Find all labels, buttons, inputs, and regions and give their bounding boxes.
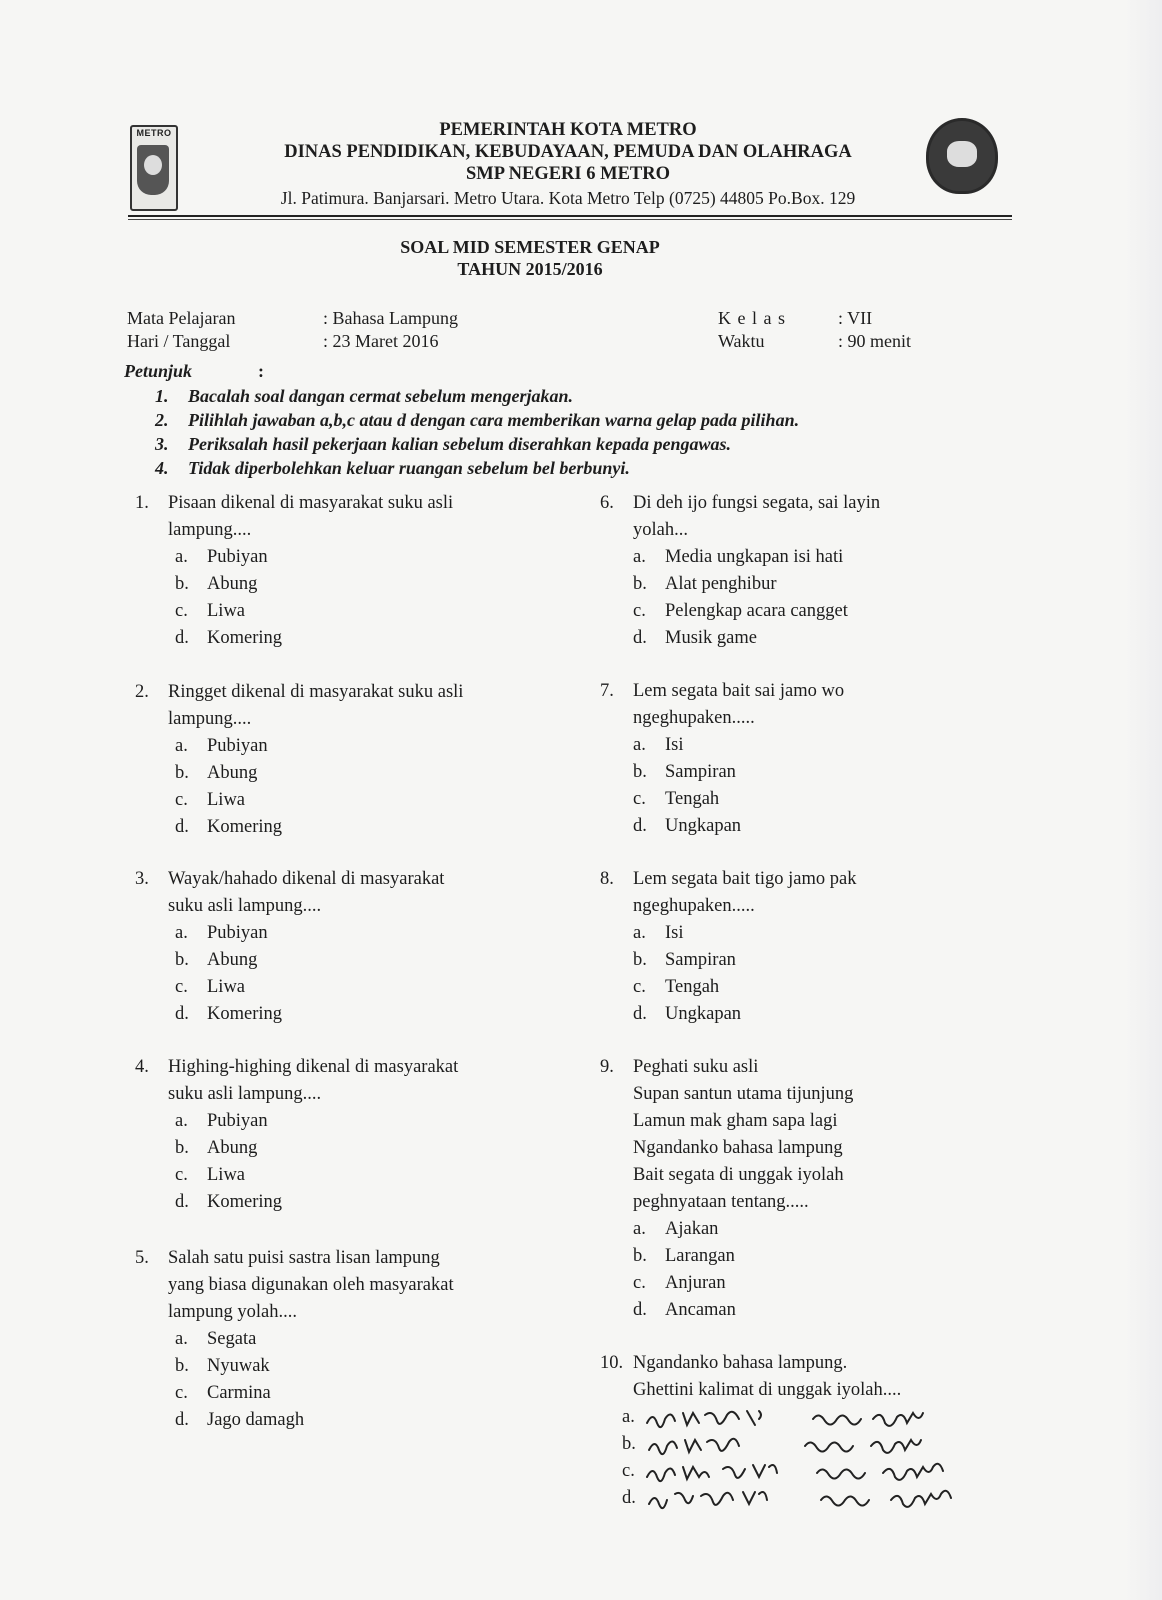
option[interactable]: a. Isi — [633, 735, 684, 755]
option[interactable]: c. Tengah — [633, 977, 720, 997]
option[interactable]: b. Alat penghibur — [633, 574, 777, 594]
letterhead-address: Jl. Patimura. Banjarsari. Metro Utara. Kota Metro Telp (0725) 44805 Po.Box. 129 — [280, 188, 856, 208]
option[interactable]: a. Ajakan — [633, 1219, 719, 1239]
lampung-script-answer-d — [645, 1486, 985, 1512]
page-edge — [1124, 0, 1162, 1600]
instruction-item: 4. Tidak diperbolehkan keluar ruangan sebelum bel berbunyi. — [155, 458, 630, 478]
question-1: 1. Pisaan dikenal di masyarakat suku asli lampung.... a. Pubiyan b. Abung c. Liwa d. Komering — [135, 490, 453, 652]
instruction-item: 3. Periksalah hasil pekerjaan kalian sebelum diserahkan kepada pengawas. — [155, 434, 732, 454]
option[interactable]: a. Pubiyan — [175, 923, 268, 943]
option[interactable]: d. Komering — [175, 1004, 283, 1024]
date-label: Hari / Tanggal — [127, 331, 231, 351]
option[interactable]: a. Pubiyan — [175, 547, 268, 567]
exam-title: SOAL MID SEMESTER GENAP — [400, 237, 660, 257]
instruction-item: 2. Pilihlah jawaban a,b,c atau d dengan cara memberikan warna gelap pada pilihan. — [155, 410, 800, 430]
option[interactable]: c. Liwa — [175, 790, 246, 810]
letterhead — [128, 118, 1012, 222]
option[interactable]: b. Abung — [175, 574, 258, 594]
option[interactable]: b. — [622, 1431, 985, 1458]
option[interactable]: c. Liwa — [175, 1165, 246, 1185]
instructions-colon: : — [258, 361, 264, 381]
letterhead-line-2: DINAS PENDIDIKAN, KEBUDAYAAN, PEMUDA DAN OLAHRAGA — [284, 142, 852, 162]
option[interactable]: a. Isi — [633, 923, 684, 943]
class-value: : VII — [838, 308, 873, 328]
date-value: : 23 Maret 2016 — [323, 331, 439, 351]
option[interactable]: d. Jago damagh — [175, 1410, 305, 1430]
question-10: 10. Ngandanko bahasa lampung. Ghettini kalimat di unggak iyolah.... a. b. c. d. — [600, 1350, 985, 1512]
option[interactable]: c. Liwa — [175, 977, 246, 997]
letterhead-line-3: SMP NEGERI 6 METRO — [465, 164, 671, 184]
metro-city-logo: METRO — [130, 125, 178, 211]
option[interactable]: d. Komering — [175, 1192, 283, 1212]
option[interactable]: c. — [622, 1458, 985, 1485]
option[interactable]: d. Ancaman — [633, 1300, 736, 1320]
letterhead-line-1: PEMERINTAH KOTA METRO — [439, 120, 697, 140]
option[interactable]: c. Pelengkap acara cangget — [633, 601, 848, 621]
option[interactable]: d. Komering — [175, 628, 283, 648]
question-7: 7. Lem segata bait sai jamo wo ngeghupaken..... a. Isi b. Sampiran c. Tengah d. Ungkapan — [600, 678, 844, 840]
option[interactable]: c. Anjuran — [633, 1273, 726, 1293]
option[interactable]: b. Sampiran — [633, 762, 736, 782]
class-label: K e l a s — [718, 308, 786, 328]
time-value: : 90 menit — [838, 331, 911, 351]
option[interactable]: c. Carmina — [175, 1383, 271, 1403]
question-4: 4. Highing-highing dikenal di masyarakat suku asli lampung.... a. Pubiyan b. Abung c. Liwa d. Komering — [135, 1054, 458, 1216]
option[interactable]: a. Segata — [175, 1329, 257, 1349]
question-8: 8. Lem segata bait tigo jamo pak ngeghupaken..... a. Isi b. Sampiran c. Tengah d. Ungkapan — [600, 866, 856, 1028]
option[interactable]: d. Ungkapan — [633, 1004, 742, 1024]
option[interactable]: b. Nyuwak — [175, 1356, 270, 1376]
instructions-label: Petunjuk — [124, 361, 193, 381]
option[interactable]: c. Liwa — [175, 601, 246, 621]
instruction-item: 1. Bacalah soal dangan cermat sebelum mengerjakan. — [155, 386, 574, 406]
option[interactable]: a. — [622, 1404, 985, 1431]
subject-value: : Bahasa Lampung — [323, 308, 458, 328]
lampung-script-answer-a — [643, 1405, 963, 1431]
option[interactable]: a. Pubiyan — [175, 1111, 268, 1131]
option[interactable]: d. — [622, 1485, 985, 1512]
option[interactable]: b. Abung — [175, 763, 258, 783]
option[interactable]: b. Larangan — [633, 1246, 735, 1266]
option[interactable]: d. Komering — [175, 817, 283, 837]
question-9: 9. Peghati suku asli Supan santun utama tijunjung Lamun mak gham sapa lagi Ngandanko bahasa lampung Bait segata di unggak iyolah peghnyataan tentang..... a. Ajakan b. Larangan c. Anjuran d. Ancaman — [600, 1054, 853, 1324]
option[interactable]: a. Pubiyan — [175, 736, 268, 756]
lampung-script-answer-b — [645, 1432, 965, 1458]
school-emblem-logo — [926, 118, 998, 194]
question-3: 3. Wayak/hahado dikenal di masyarakat suku asli lampung.... a. Pubiyan b. Abung c. Liwa d. Komering — [135, 866, 444, 1028]
option[interactable]: d. Ungkapan — [633, 816, 742, 836]
option[interactable]: b. Abung — [175, 950, 258, 970]
lampung-script-answer-c — [643, 1459, 983, 1485]
exam-year: TAHUN 2015/2016 — [457, 259, 603, 279]
option[interactable]: c. Tengah — [633, 789, 720, 809]
subject-label: Mata Pelajaran — [127, 308, 236, 328]
question-6: 6. Di deh ijo fungsi segata, sai layin yolah... a. Media ungkapan isi hati b. Alat penghibur c. Pelengkap acara cangget d. Musik game — [600, 490, 880, 652]
question-5: 5. Salah satu puisi sastra lisan lampung yang biasa digunakan oleh masyarakat lampung yolah.... a. Segata b. Nyuwak c. Carmina d. Jago damagh — [135, 1245, 454, 1434]
header-rule-thin — [128, 219, 1012, 220]
header-rule — [128, 215, 1012, 217]
option[interactable]: d. Musik game — [633, 628, 757, 648]
question-2: 2. Ringget dikenal di masyarakat suku asli lampung.... a. Pubiyan b. Abung c. Liwa d. Komering — [135, 679, 463, 841]
option[interactable]: b. Abung — [175, 1138, 258, 1158]
option[interactable]: a. Media ungkapan isi hati — [633, 547, 844, 567]
time-label: Waktu — [718, 331, 765, 351]
option[interactable]: b. Sampiran — [633, 950, 736, 970]
